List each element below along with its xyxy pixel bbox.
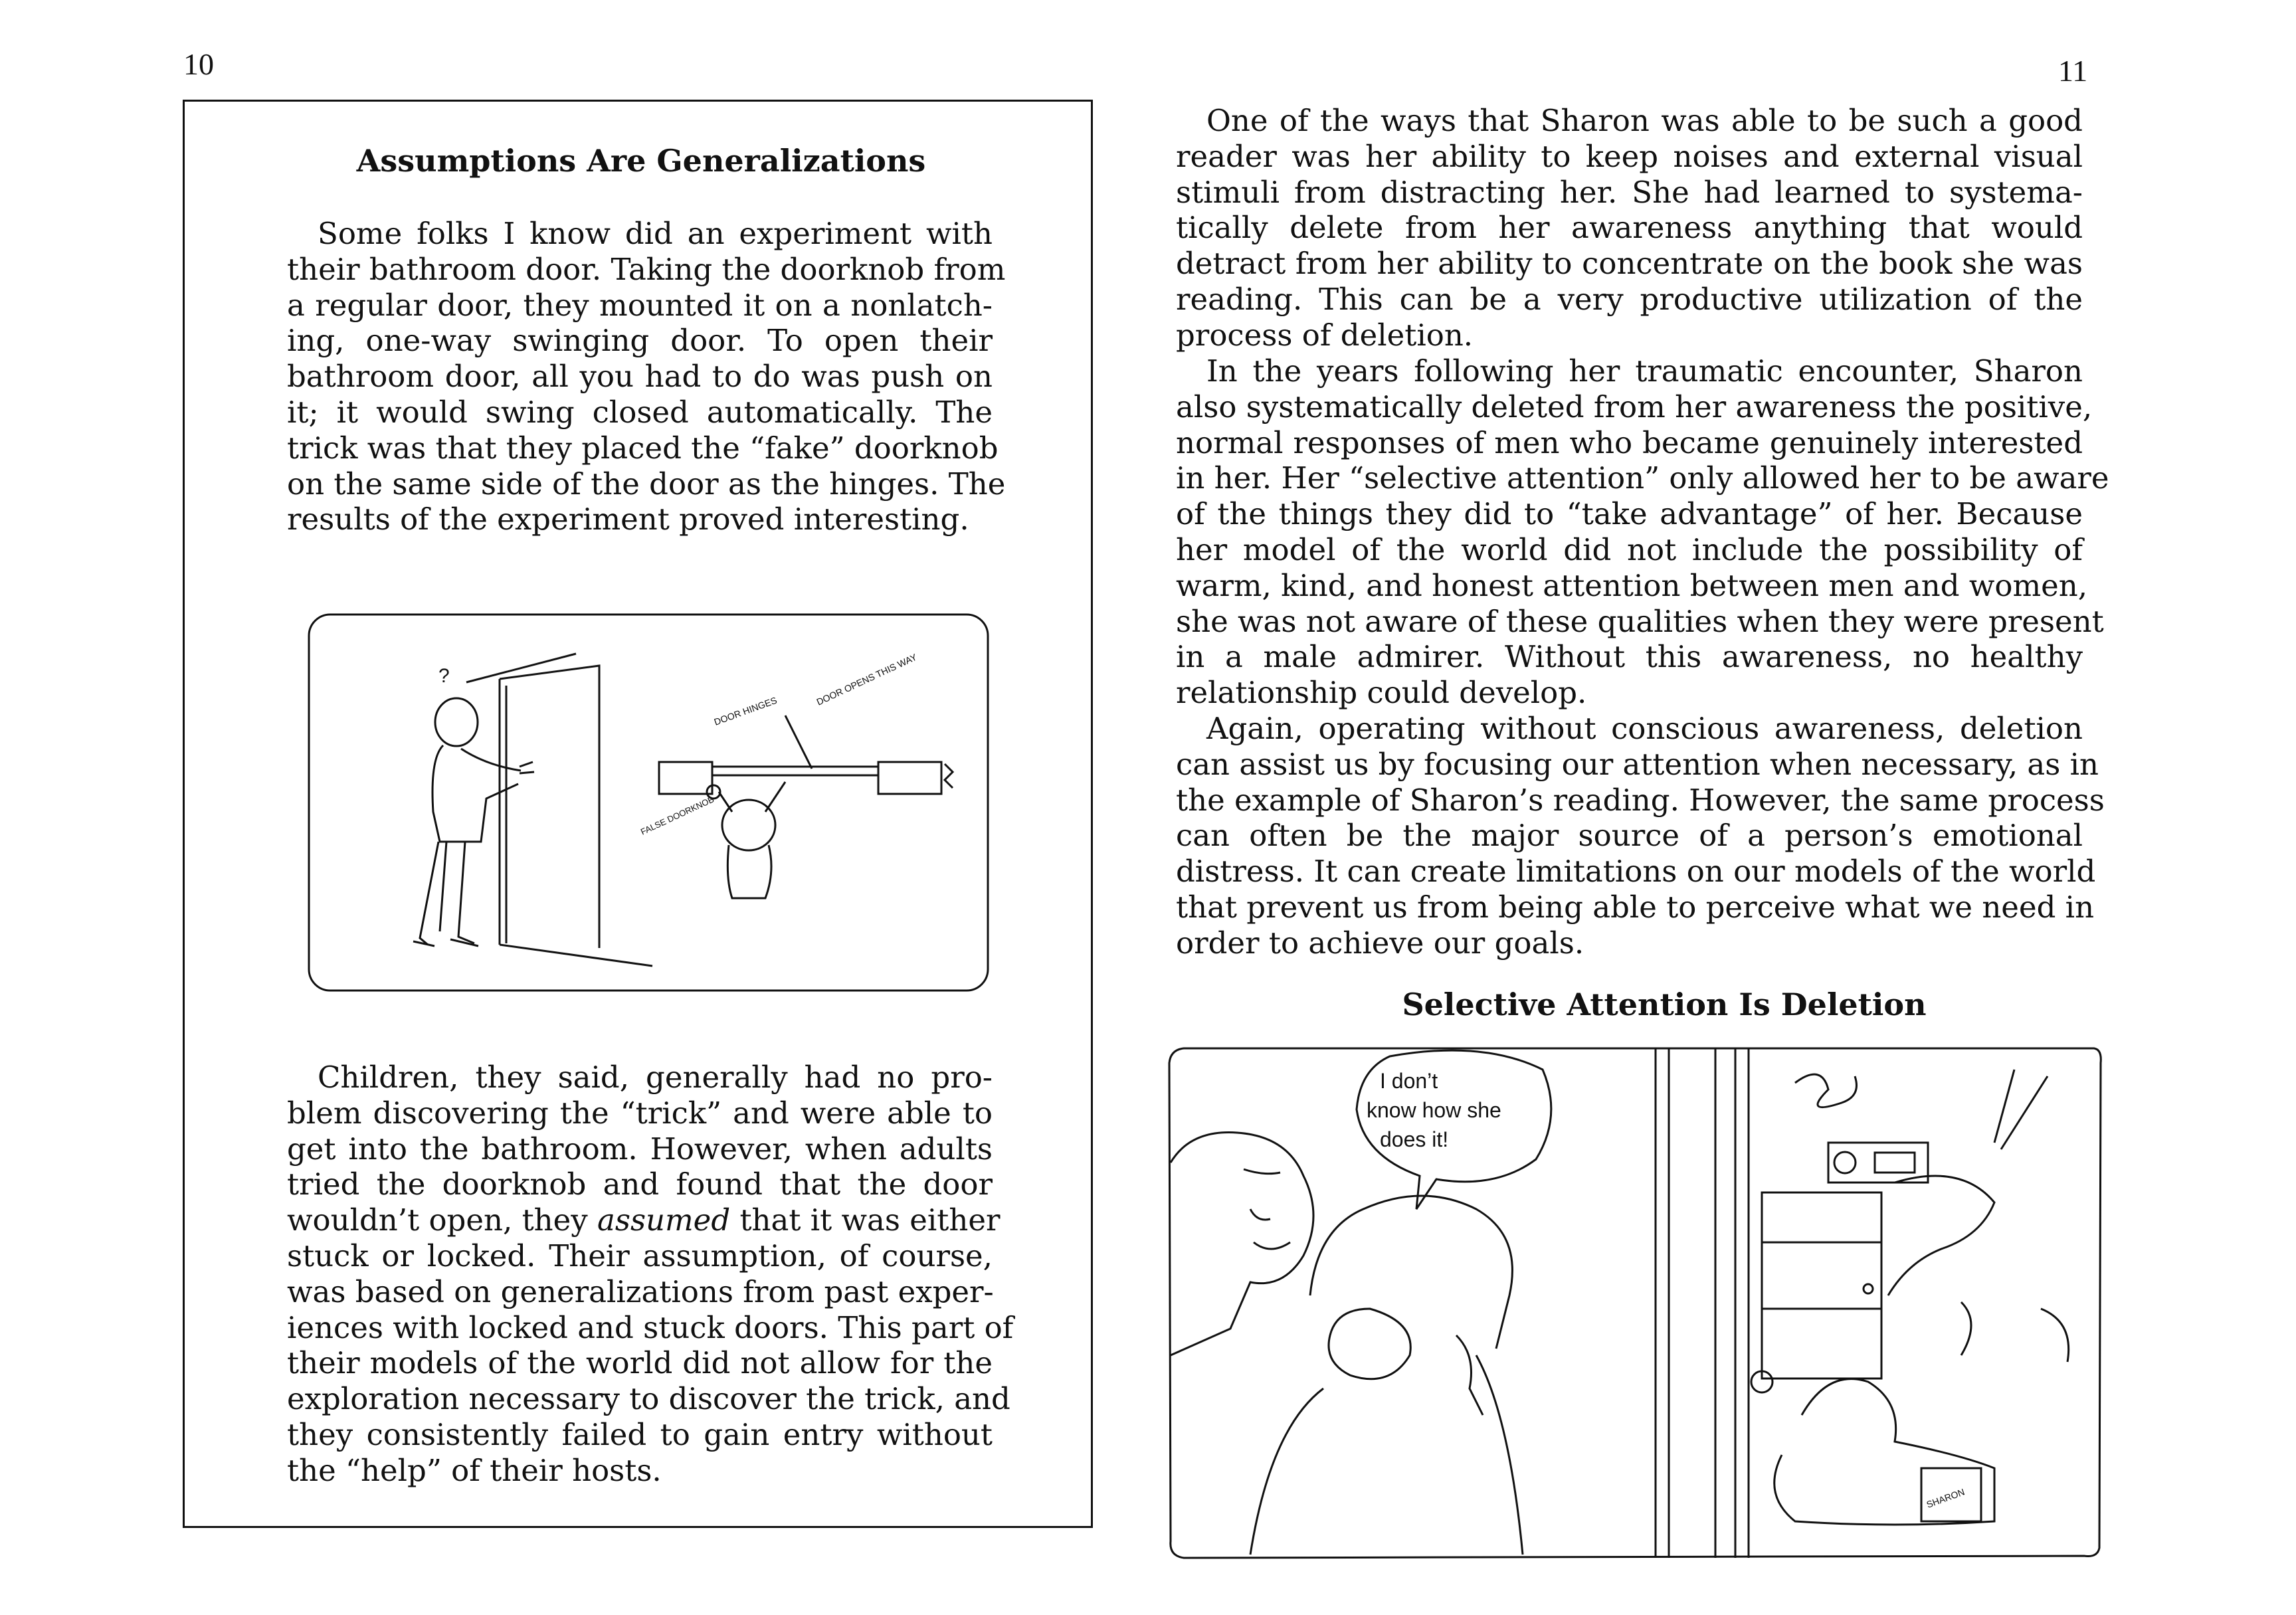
- text-line: their bathroom door. Taking the doorknob from: [287, 251, 1006, 287]
- book-spine-label: SHARON: [1925, 1486, 1966, 1510]
- ceiling-line: [466, 654, 576, 682]
- text-segment: that it was either: [739, 1202, 1001, 1238]
- text-line: the “help” of their hosts.: [287, 1452, 662, 1488]
- text-line: iences with locked and stuck doors. This part of: [287, 1309, 1014, 1345]
- selective-attention-illustration: [1164, 1043, 2107, 1561]
- text-line: ing, one-way swinging door. To open their: [287, 323, 993, 359]
- text-line: bathroom door, all you had to do was push on: [287, 359, 993, 395]
- text-line: reader was her ability to keep noises and external visual: [1176, 138, 2083, 174]
- text-line: [287, 1202, 1001, 1238]
- text-line: distress. It can create limitations on our models of the world: [1176, 854, 2096, 890]
- floor-line: [500, 945, 652, 966]
- text-line: blem discovering the “trick” and were able to: [287, 1095, 993, 1131]
- door-hinges-label: DOOR HINGES: [712, 694, 779, 727]
- text-line: they consistently failed to gain entry without: [287, 1416, 993, 1452]
- speech-line-2: know how she: [1367, 1098, 1501, 1122]
- left-page-title: Assumptions Are Generalizations: [356, 143, 926, 179]
- adult-figures: [1171, 1133, 1523, 1555]
- text-line: that prevent us from being able to perceive what we need in: [1176, 889, 2095, 925]
- right-page-subtitle: Selective Attention Is Deletion: [1402, 987, 1927, 1022]
- text-line: Some folks I know did an experiment with: [318, 216, 993, 251]
- text-line: results of the experiment proved interesting.: [287, 502, 969, 537]
- doorway: [1656, 1048, 1772, 1558]
- text-line: exploration necessary to discover the trick, and: [287, 1381, 1010, 1417]
- adult-figure: [413, 698, 534, 946]
- text-line: One of the ways that Sharon was able to be such a good: [1206, 103, 2083, 138]
- text-line: tried the doorknob and found that the door: [287, 1167, 993, 1202]
- text-line: normal responses of men who became genuinely interested: [1176, 425, 2083, 460]
- door-experiment-illustration: [307, 613, 991, 995]
- text-line: reading. This can be a very productive utilization of the: [1176, 281, 2083, 317]
- text-line: in her. Her “selective attention” only allowed her to be aware: [1176, 460, 2109, 496]
- emphasis-assumed: assumed: [597, 1202, 731, 1238]
- text-line: trick was that they placed the “fake” doorknob: [287, 430, 999, 466]
- false-doorknob-label: FALSE DOORKNOB: [638, 794, 716, 837]
- text-line: was based on generalizations from past exper-: [287, 1274, 994, 1309]
- text-line: stuck or locked. Their assumption, of course,: [287, 1238, 993, 1274]
- text-line: Children, they said, generally had no pro-: [318, 1060, 993, 1095]
- text-line: can often be the major source of a person’s emotional: [1176, 818, 2083, 854]
- text-segment: wouldn’t open, they: [287, 1202, 588, 1238]
- question-mark: ?: [438, 665, 450, 687]
- door-frame: [500, 666, 599, 948]
- room-interior: [1762, 1070, 2069, 1525]
- text-line: also systematically deleted from her awareness the positive,: [1176, 389, 2093, 425]
- text-line: warm, kind, and honest attention between men and women,: [1176, 567, 2088, 603]
- text-line: stimuli from distracting her. She had learned to systema-: [1176, 174, 2083, 210]
- text-line: order to achieve our goals.: [1176, 925, 1584, 961]
- text-line: in a male admirer. Without this awareness, no healthy: [1176, 639, 2083, 675]
- right-paragraph-1: [1176, 103, 2083, 353]
- speech-line-1: I don’t: [1380, 1069, 1438, 1093]
- text-line: it; it would swing closed automatically. The: [287, 394, 993, 430]
- left-paragraph-1: [287, 216, 1006, 537]
- text-line: her model of the world did not include the possibility of: [1176, 531, 2083, 567]
- text-line: on the same side of the door as the hinges. The: [287, 466, 1006, 502]
- text-line: relationship could develop.: [1176, 675, 1587, 711]
- text-line: she was not aware of these qualities when they were present: [1176, 603, 2104, 639]
- text-line: get into the bathroom. However, when adults: [287, 1131, 993, 1167]
- left-page-number: 10: [183, 47, 214, 81]
- text-line: their models of the world did not allow for the: [287, 1345, 993, 1381]
- text-line: can assist us by focusing our attention when necessary, as in: [1176, 746, 2099, 782]
- text-line: Again, operating without conscious awareness, deletion: [1206, 711, 2083, 746]
- door-opens-label: DOOR OPENS THIS WAY: [814, 651, 919, 708]
- left-paragraph-2: [287, 1060, 1014, 1489]
- text-line: the example of Sharon’s reading. However, the same process: [1176, 782, 2105, 818]
- text-line: detract from her ability to concentrate on the book she was: [1176, 246, 2083, 282]
- text-line: In the years following her traumatic encounter, Sharon: [1206, 353, 2083, 389]
- text-line: tically delete from her awareness anything that would: [1176, 210, 2083, 246]
- right-page-number: 11: [2058, 54, 2088, 88]
- right-paragraph-2: [1176, 353, 2109, 711]
- text-line: process of deletion.: [1176, 317, 1474, 353]
- speech-line-3: does it!: [1380, 1127, 1449, 1151]
- text-line: a regular door, they mounted it on a nonlatch-: [287, 287, 993, 323]
- text-line: of the things they did to “take advantage” of her. Because: [1176, 496, 2083, 532]
- right-paragraph-3: [1176, 711, 2105, 961]
